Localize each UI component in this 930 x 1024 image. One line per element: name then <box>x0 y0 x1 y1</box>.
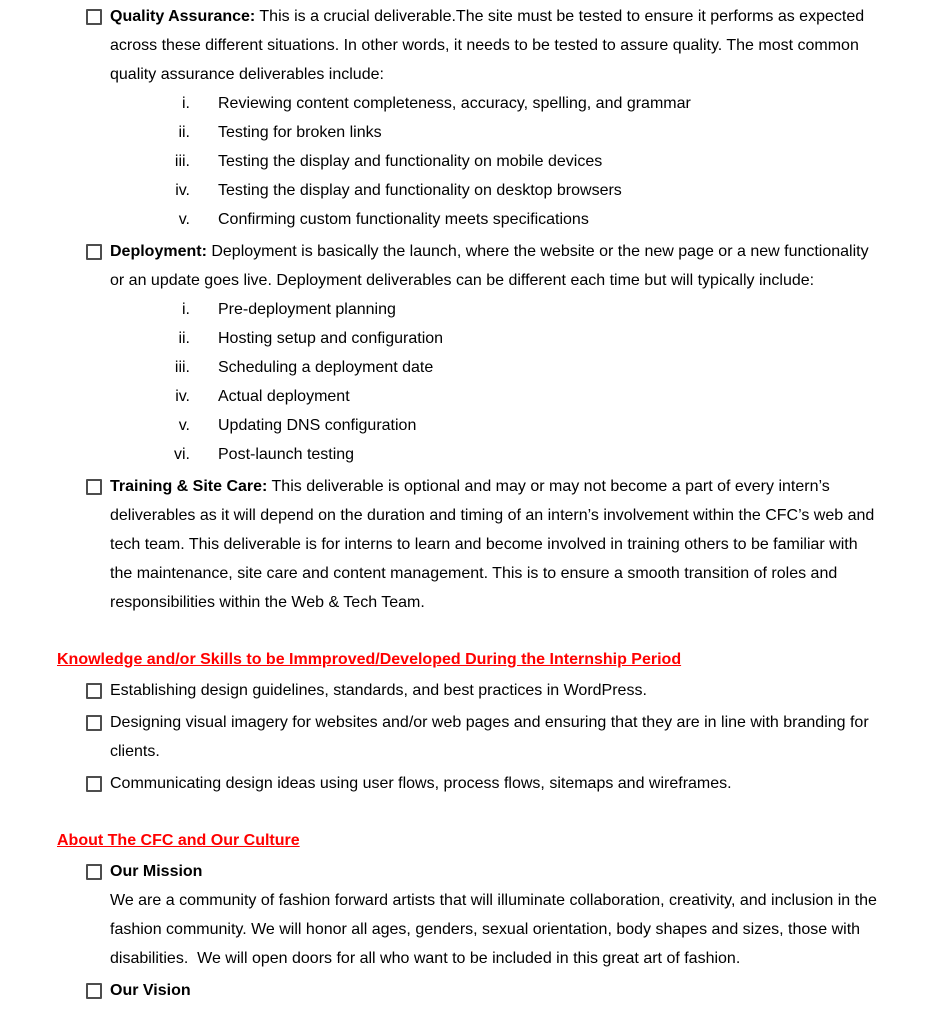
roman-numeral: v. <box>178 211 190 228</box>
checkbox-icon[interactable] <box>86 9 102 25</box>
roman-numeral: iii. <box>174 359 190 376</box>
list-item-text: Hosting setup and configuration <box>218 330 444 347</box>
roman-numeral: i. <box>182 301 190 318</box>
roman-numeral: vi. <box>174 446 190 463</box>
list-item-text: Pre-deployment planning <box>218 301 396 318</box>
roman-numeral: iv. <box>175 182 190 199</box>
deliverable-paragraph <box>110 2 881 89</box>
roman-list <box>110 295 881 469</box>
about-item-label: Our Vision <box>110 982 191 999</box>
checkbox-icon[interactable] <box>86 983 102 999</box>
deliverable-text: Deployment is basically the launch, where the website or the new page or a new functionality or an update goes live. Deployment deliverables can be different each time but will typically include: <box>110 243 874 289</box>
checkbox-icon[interactable] <box>86 244 102 260</box>
checkbox-icon[interactable] <box>86 683 102 699</box>
skill-text: Establishing design guidelines, standards, and best practices in WordPress. <box>110 682 647 699</box>
about-item-label-line <box>110 857 881 886</box>
skill-text: Communicating design ideas using user flows, process flows, sitemaps and wireframes. <box>110 775 732 792</box>
list-item <box>110 382 881 411</box>
list-item <box>110 176 881 205</box>
list-item <box>110 353 881 382</box>
deliverable-text: This deliverable is optional and may or may not become a part of every intern’s deliverables as it will depend on the duration and timing of an intern’s involvement within the CFC’s web and tech team. This deliverable is for interns to learn and become involved in training others to be familiar with the maintenance, site care and content management. This is to ensure a smooth transition of roles and responsibilities within the Web & Tech Team. <box>110 478 879 611</box>
list-item <box>110 147 881 176</box>
about-item-mission <box>86 857 881 973</box>
skill-text: Designing visual imagery for websites and/or web pages and ensuring that they are in line with branding for clients. <box>110 714 874 760</box>
list-item <box>110 89 881 118</box>
about-item-body: We are a community of fashion forward artists that will illuminate collaboration, creativity, and inclusion in the fashion community. We will honor all ages, genders, sexual orientation, body shapes and sizes, those with disabilities. We will open doors for all who want to be included in this great art of fashion. <box>110 892 882 967</box>
checkbox-icon[interactable] <box>86 864 102 880</box>
skill-item <box>86 676 881 705</box>
deliverable-paragraph <box>110 237 881 295</box>
list-item <box>110 205 881 234</box>
checkbox-icon[interactable] <box>86 479 102 495</box>
about-section <box>0 826 930 1005</box>
about-item-label-line <box>110 976 881 1005</box>
list-item <box>110 411 881 440</box>
section-heading-about: About The CFC and Our Culture <box>57 832 300 849</box>
roman-numeral: i. <box>182 95 190 112</box>
deliverable-paragraph <box>110 472 881 617</box>
deliverable-label: Training & Site Care: <box>110 478 268 495</box>
roman-numeral: ii. <box>178 330 190 347</box>
list-item <box>110 440 881 469</box>
list-item <box>110 118 881 147</box>
roman-numeral: ii. <box>178 124 190 141</box>
deliverable-label: Quality Assurance: <box>110 8 256 25</box>
deliverable-item-training-site-care <box>86 472 881 617</box>
roman-numeral: iv. <box>175 388 190 405</box>
roman-list <box>110 89 881 234</box>
skills-section <box>0 645 930 798</box>
list-item-text: Testing the display and functionality on desktop browsers <box>218 182 622 199</box>
list-item-text: Testing for broken links <box>218 124 382 141</box>
list-item-text: Confirming custom functionality meets specifications <box>218 211 589 228</box>
list-item-text: Actual deployment <box>218 388 350 405</box>
roman-numeral: v. <box>178 417 190 434</box>
skill-item <box>86 769 881 798</box>
skill-item <box>86 708 881 766</box>
checkbox-icon[interactable] <box>86 715 102 731</box>
deliverable-label: Deployment: <box>110 243 207 260</box>
list-item <box>110 295 881 324</box>
list-item-text: Testing the display and functionality on mobile devices <box>218 153 603 170</box>
section-heading-skills: Knowledge and/or Skills to be Immproved/Developed During the Internship Period <box>57 651 682 668</box>
list-item <box>110 324 881 353</box>
about-item-label: Our Mission <box>110 863 203 880</box>
list-item-text: Reviewing content completeness, accuracy, spelling, and grammar <box>218 95 691 112</box>
list-item-text: Scheduling a deployment date <box>218 359 434 376</box>
about-item-vision <box>86 976 881 1005</box>
deliverable-item-deployment <box>86 237 881 469</box>
checkbox-icon[interactable] <box>86 776 102 792</box>
list-item-text: Post-launch testing <box>218 446 355 463</box>
list-item-text: Updating DNS configuration <box>218 417 417 434</box>
roman-numeral: iii. <box>174 153 190 170</box>
deliverable-text: This is a crucial deliverable.The site must be tested to ensure it performs as expected across these different situations. In other words, it needs to be tested to assure quality. The most common quality assurance deliverables include: <box>110 8 869 83</box>
deliverable-item-quality-assurance <box>86 2 881 234</box>
